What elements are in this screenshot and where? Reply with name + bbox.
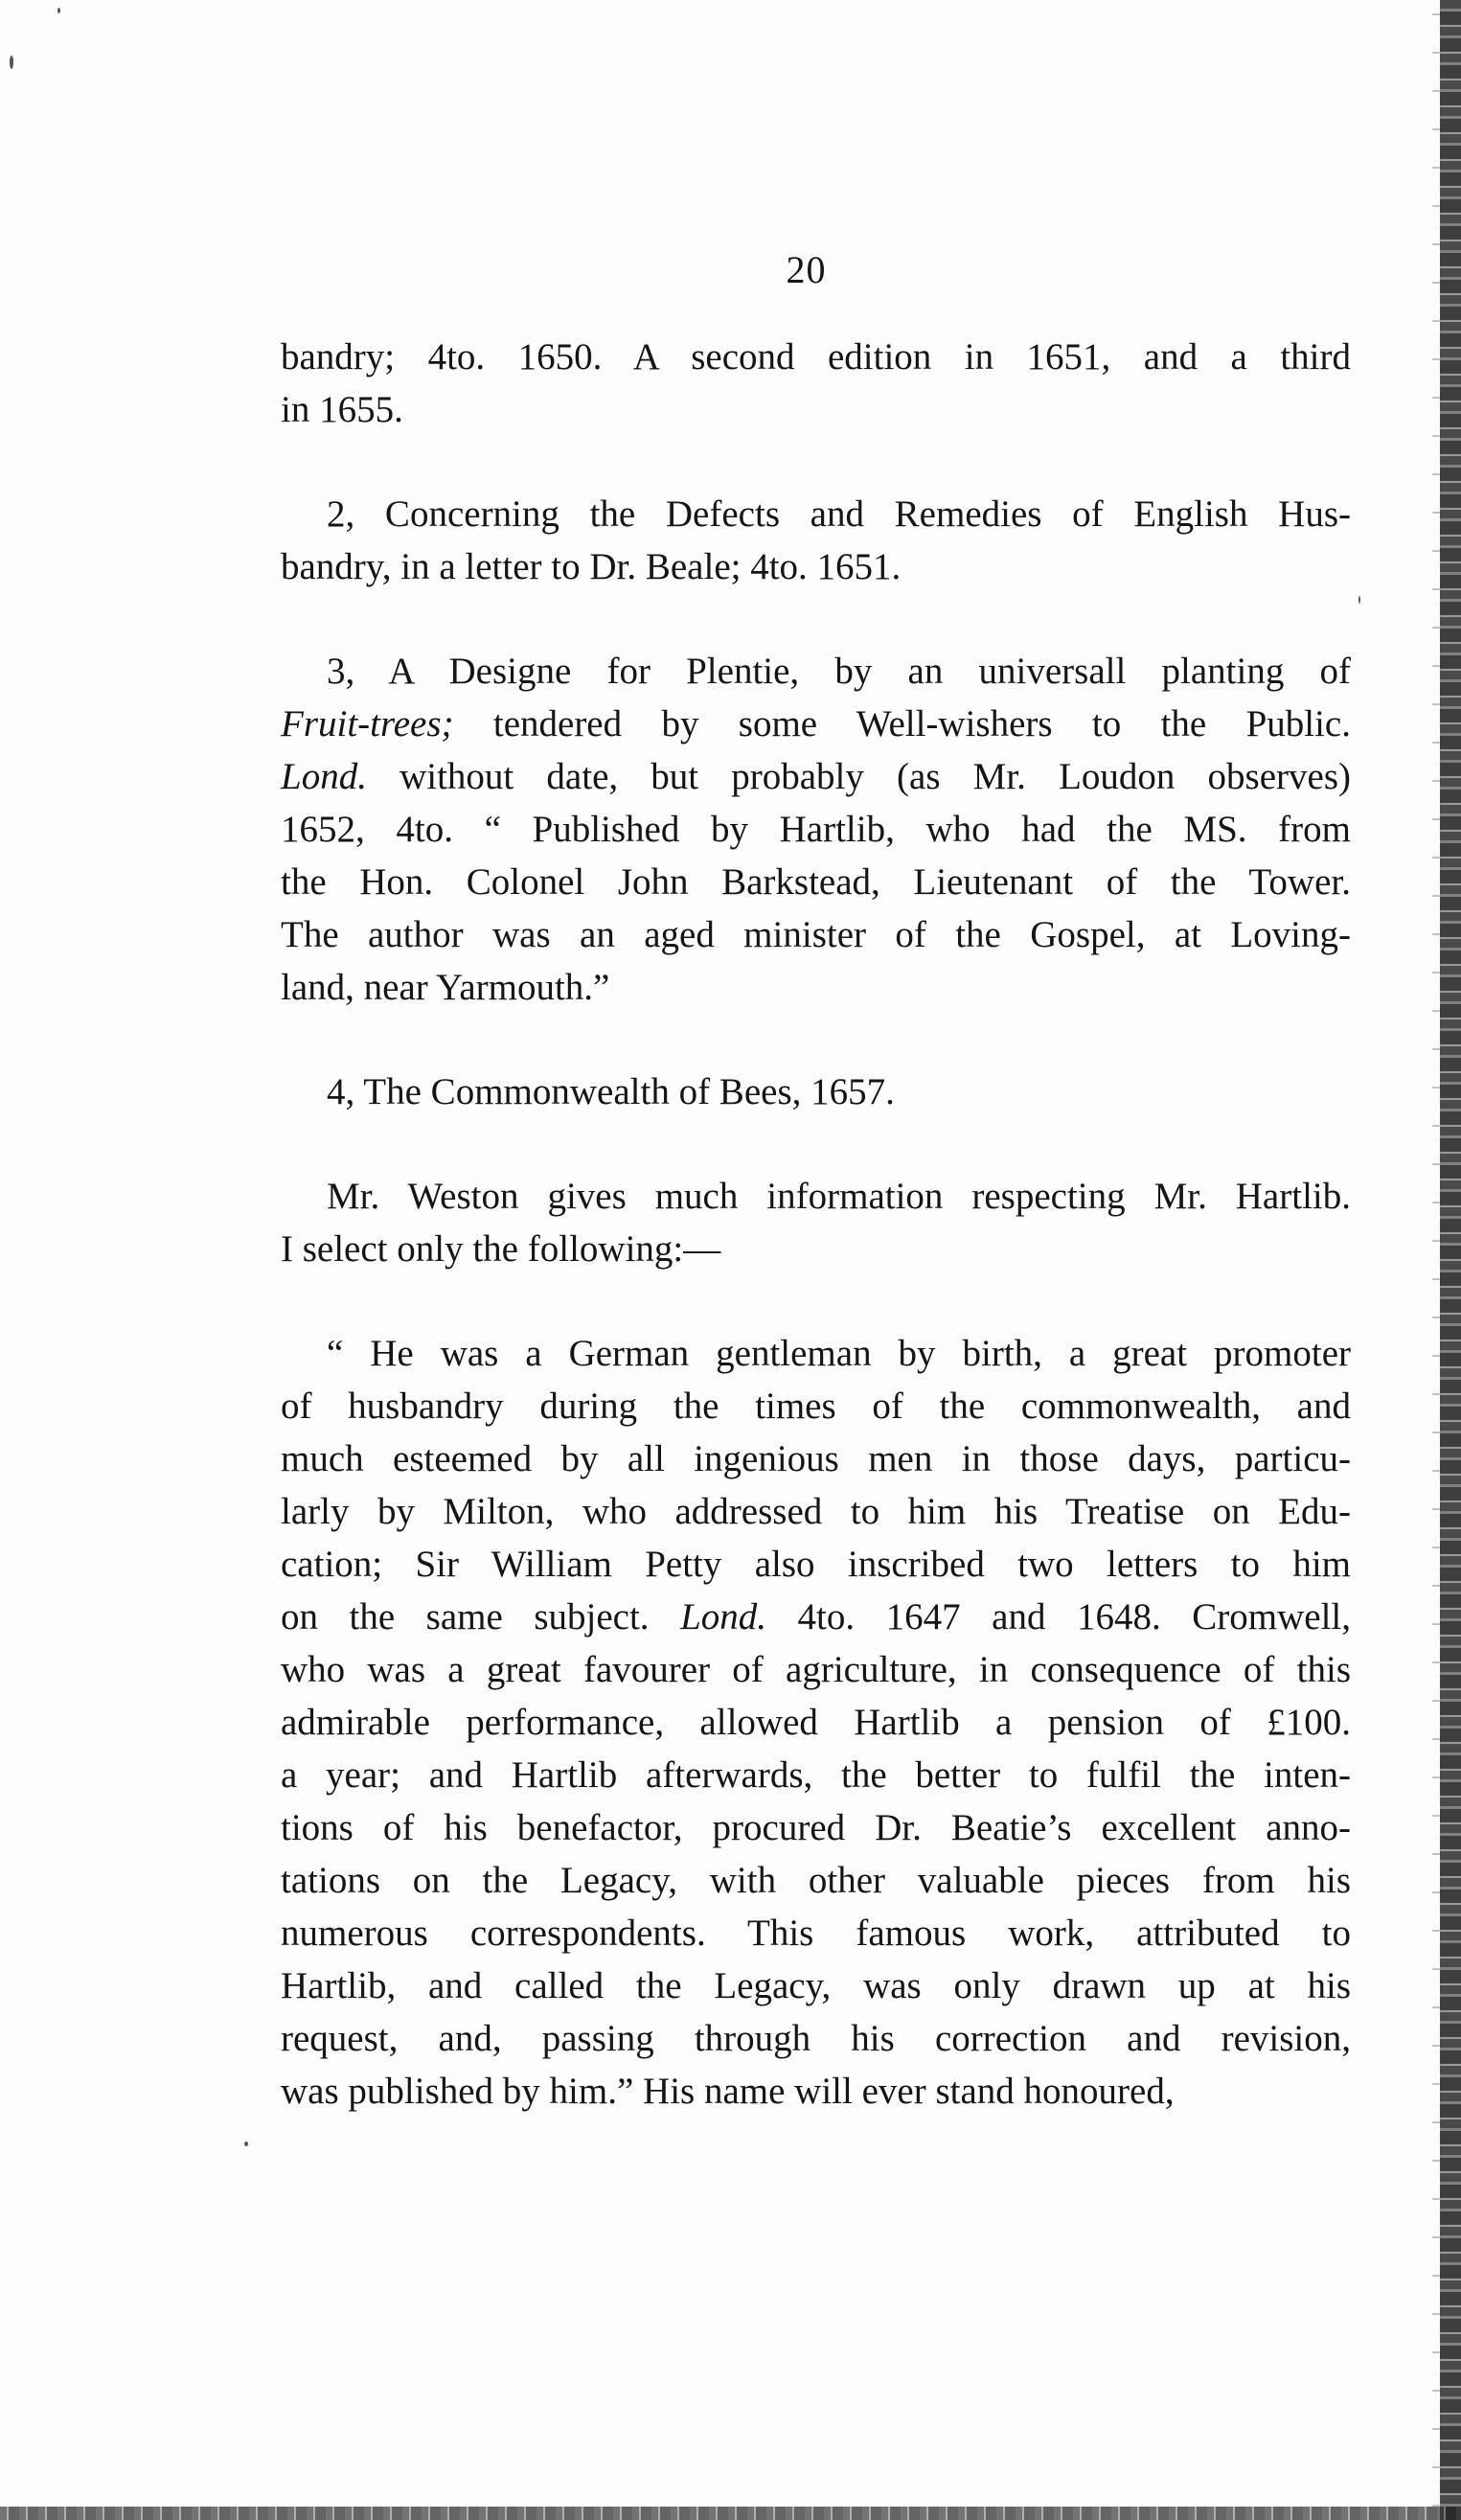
body-text — [281, 331, 1351, 2118]
ink-speck — [57, 8, 60, 13]
text-line — [281, 1801, 1351, 1854]
text-run: land, near Yarmouth.” — [281, 967, 610, 1008]
paragraph-item-2 — [281, 488, 1351, 593]
text-line — [281, 1380, 1351, 1432]
text-line — [281, 1959, 1351, 2012]
italic-run: Fruit-trees; — [281, 703, 454, 745]
paragraph-item-4 — [281, 1065, 1351, 1118]
text-run: who was a great favourer of agriculture, in consequence of this — [281, 1649, 1351, 1690]
italic-run: Lond. — [680, 1596, 767, 1638]
text-line: 4, The Commonwealth of Bees, 1657. — [327, 1071, 895, 1112]
text-line — [281, 698, 1351, 750]
text-run: 4to. 1647 and 1648. Cromwell, — [766, 1596, 1351, 1638]
text-line: 2, Concerning the Defects and Remedies of English Hus- — [327, 493, 1351, 535]
paragraph-weston — [281, 1170, 1351, 1275]
text-run: much esteemed by all ingenious men in those days, particu- — [281, 1438, 1351, 1479]
text-run: cation; Sir William Petty also inscribed two letters to him — [281, 1544, 1351, 1585]
text-line — [281, 1327, 1351, 1380]
text-line — [281, 750, 1351, 803]
text-line — [281, 2065, 1351, 2118]
text-run: without date, but probably (as Mr. Loudon observes) — [366, 756, 1351, 797]
text-line — [281, 1907, 1351, 1959]
text-run: request, and, passing through his correction and revision, — [281, 2018, 1351, 2059]
text-line — [281, 1538, 1351, 1591]
text-run: 3, A Designe for Plentie, by an universall planting of — [327, 651, 1351, 692]
text-run: 1652, 4to. “ Published by Hartlib, who had the MS. from — [281, 809, 1351, 850]
text-run: on the same subject. — [281, 1596, 681, 1638]
text-run: larly by Milton, who addressed to him his Treatise on Edu- — [281, 1491, 1351, 1532]
text-line — [281, 1591, 1351, 1643]
paragraph-continuation — [281, 331, 1351, 436]
text-run: tendered by some Well-wishers to the Public. — [453, 703, 1351, 745]
text-line — [281, 803, 1351, 856]
text-run: Hartlib, and called the Legacy, was only drawn up at his — [281, 1965, 1351, 2006]
paragraph-quotation — [281, 1327, 1351, 2118]
text-line — [281, 1696, 1351, 1749]
text-line — [281, 1749, 1351, 1801]
ink-speck — [10, 56, 13, 69]
text-run: was published by him.” His name will ever stand honoured, — [281, 2071, 1175, 2112]
text-line — [281, 961, 1351, 1014]
text-line — [281, 1432, 1351, 1485]
page-edge-shadow-bottom — [0, 2507, 1461, 2520]
text-run: tions of his benefactor, procured Dr. Beatie’s excellent anno- — [281, 1807, 1351, 1848]
page-number: 20 — [786, 248, 827, 291]
text-line — [281, 1854, 1351, 1907]
page-edge-shadow-right — [1440, 0, 1461, 2520]
text-run: of husbandry during the times of the commonwealth, and — [281, 1386, 1351, 1427]
ink-speck — [1358, 596, 1360, 604]
paragraph-item-3 — [281, 645, 1351, 1014]
text-line — [281, 645, 1351, 698]
text-run: a year; and Hartlib afterwards, the better to fulfil the inten- — [281, 1754, 1351, 1796]
text-run: “ He was a German gentleman by birth, a great promoter — [327, 1333, 1351, 1374]
ink-speck — [244, 2142, 248, 2146]
text-line — [281, 1485, 1351, 1538]
text-line: bandry; 4to. 1650. A second edition in 1651, and a third — [281, 336, 1351, 378]
italic-run: Lond. — [281, 756, 367, 797]
text-run: tations on the Legacy, with other valuable pieces from his — [281, 1860, 1351, 1901]
text-line — [281, 2012, 1351, 2065]
text-run: admirable performance, allowed Hartlib a pension of £100. — [281, 1702, 1351, 1743]
text-line — [281, 908, 1351, 961]
text-run: the Hon. Colonel John Barkstead, Lieutenant of the Tower. — [281, 861, 1351, 903]
text-line: I select only the following:— — [281, 1228, 721, 1270]
text-run: The author was an aged minister of the Gospel, at Loving- — [281, 914, 1351, 955]
text-run: numerous correspondents. This famous work, attributed to — [281, 1913, 1351, 1954]
page-edge-texture-right — [1432, 0, 1440, 2520]
text-line: Mr. Weston gives much information respecting Mr. Hartlib. — [327, 1176, 1351, 1217]
text-line: in 1655. — [281, 389, 403, 430]
text-line — [281, 1643, 1351, 1696]
text-line — [281, 856, 1351, 908]
text-line: bandry, in a letter to Dr. Beale; 4to. 1651. — [281, 546, 902, 587]
